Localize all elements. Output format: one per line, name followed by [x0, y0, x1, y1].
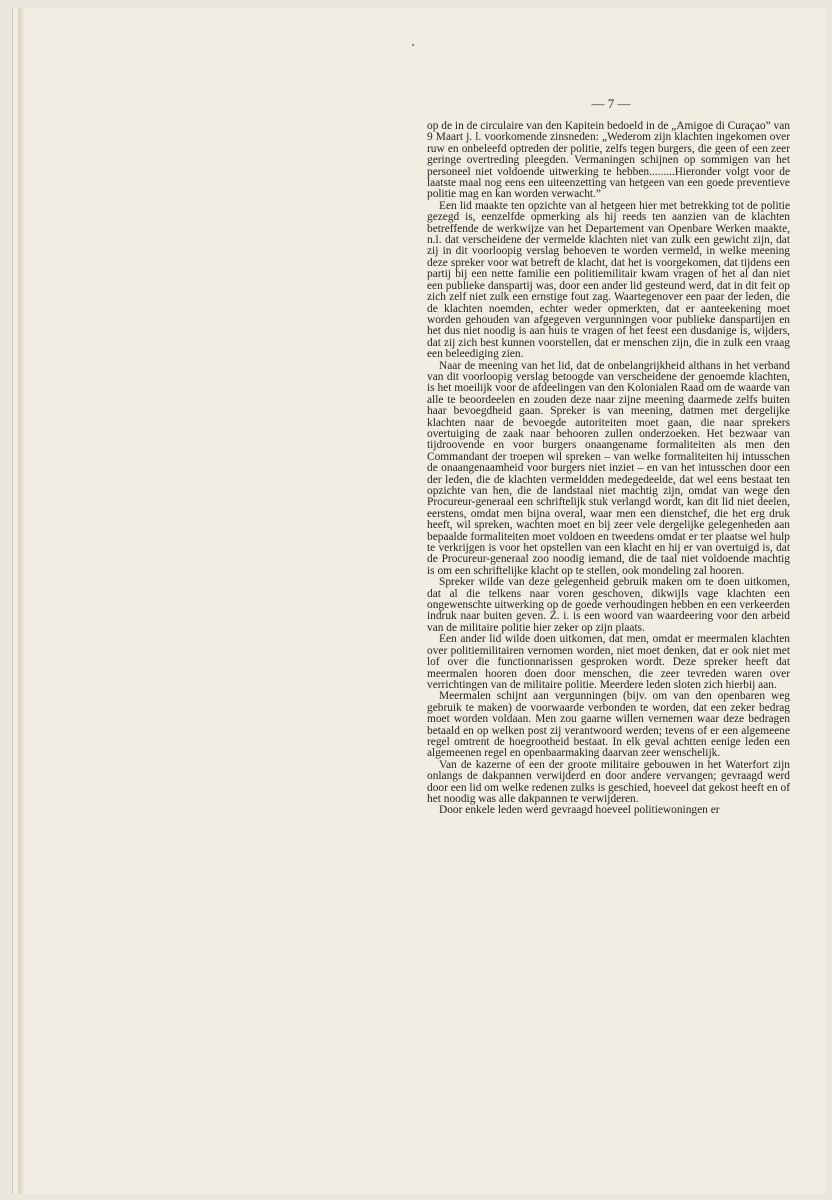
paragraph-police-remarks: Een lid maakte ten opzichte van al hetgeen hier met betrekking tot de politie gezegd is, eenzelfde opmerking als hij reeds ten aanzien van de klachten betreffende de werkwijze van het Departement van Openbare Werken maakte, n.l. dat verscheidene der vermelde klachten niet van zulk een gewicht zijn, dat zij in dit voorloopig verslag behoeven te worden vermeld, in welke meening deze spreker voor wat betreft de klacht, dat het is voorgekomen, dat tijdens een partij bij een nette familie een politiemilitair kwam vragen of het al dan niet een publieke danspartij was, door een ander lid gesteund werd, dat in dit feit op zich zelf niet zulk een ernstige fout zag. Waartegenover een paar der leden, die de klachten noemden, echter weder opmerkten, dat er aanteekening moet worden gehouden van afgegeven vergunningen voor publieke danspartijen en het dus niet noodig is aan huis te vragen of het feest een dusdanige is, wijders, dat zij zich best kunnen voorstellen, dat er menschen zijn, die in zulk een vraag een beleediging zien.: [427, 199, 790, 361]
paragraph-circular-quote: op de in de circulaire van den Kapitein bedoeld in de „Amigoe di Curaçao” van 9 Maart j. l. voorkomende zinsneden: „Wederom zijn klachten ingekomen over ruw en onbeleefd optreden der politie, zelfs tegen burgers, die geen of een zeer geringe overtreding pleegden. Vermaningen schijnen op sommigen van het personeel niet voldoende uitwerking te hebben.........Hieronder volgt voor de laatste maal nog eens een uiteenzetting van hetgeen van een goede preventieve politie mag en kan worden verwacht.”: [427, 120, 790, 201]
paragraph-complaints-competence: Naar de meening van het lid, dat de onbelangrijkheid althans in het verband van dit voorloopig verslag betoogde van verscheidene der genoemde klachten, is het moeilijk voor de afdeelingen van den Kolonialen Raad om de waarde van alle te beoordeelen en zouden deze naar zijne meening daarmede zelfs buiten haar bevoegdheid gaan. Spreker is van meening, datmen met dergelijke klachten naar de bevoegde autoriteiten moet gaan, die naar sprekers overtuiging de zaak naar behooren zullen onderzoeken. Het bezwaar van tijdroovende en voor burgers onaangename formaliteiten als men den Commandant der troepen wil spreken – van welke formaliteiten hij intusschen de onaangenaamheid voor burgers niet inziet – en van het intusschen door een der leden, die de klachten vermeldden medegedeelde, dat wel eens bestaat ten opzichte van hen, die de landstaal niet machtig zijn, omdat van wege den Procureur-generaal een schriftelijk stuk verlangd wordt, kan dit lid niet deelen, eerstens, omdat men bijna overal, waar men een dienstchef, die het erg druk heeft, wil spreken, wachten moet en bij zeer vele dergelijke gelegenheden aan bepaalde formaliteiten moet voldoen en tweedens omdat er ter plaatse wel hulp te verkrijgen is voor het opstellen van een klacht en hij er van overtuigd is, dat de Procureur-generaal zoo noodig iemand, die de taal niet voldoende machtig is om een schriftelijke klacht op te stellen, ook mondeling zal hooren.: [427, 359, 790, 577]
paragraph-permits: Meermalen schijnt aan vergunningen (bijv. om van den openbaren weg gebruik te maken) de voorwaarde verbonden te worden, dat een zeker bedrag moet worden voldaan. Men zou gaarne willen vernemen waar deze bedragen betaald en op welken post zij verantwoord werden; tevens of er een algemeene regel omtrent de hoegrootheid bestaat. In elk geval achtten eenige leden een algemeenen regel en openbaarmaking daarvan zeer wenschelijk.: [427, 690, 790, 760]
paragraph-appreciation: Spreker wilde van deze gelegenheid gebruik maken om te doen uitkomen, dat al die telkens naar voren geschoven, dikwijls vage klachten een ongewenschte uitwerking op de goede verhoudingen hebben en een verkeerden indruk naar buiten geven. Z. i. is een woord van waardeering voor den arbeid van de militaire politie hier zeker op zijn plaats.: [427, 576, 790, 634]
paragraph-police-housing: Door enkele leden werd gevraagd hoeveel politiewoningen er: [439, 804, 720, 817]
binding-edge: [18, 8, 24, 1194]
page-number: — 7 —: [591, 96, 631, 111]
text-column: [427, 121, 790, 817]
paper-speck: [412, 44, 414, 46]
paragraph-praise: Een ander lid wilde doen uitkomen, dat men, omdat er meermalen klachten over politiemilitairen vernomen worden, niet moet denken, dat er ook niet met lof over die functionnarissen gesproken wordt. Deze spreker heeft dat meermalen hooren doen door menschen, die zeer tevreden waren over verrichtingen van de militaire politie. Meerdere leden sloten zich hierbij aan.: [427, 633, 790, 691]
paragraph-roof-tiles: Van de kazerne of een der groote militaire gebouwen in het Waterfort zijn onlangs de dakpannen verwijderd en door andere vervangen; gevraagd werd door een lid om welke redenen zulks is geschied, hoeveel dat gekost heeft en of het noodig was alle dakpannen te verwijderen.: [427, 758, 790, 805]
